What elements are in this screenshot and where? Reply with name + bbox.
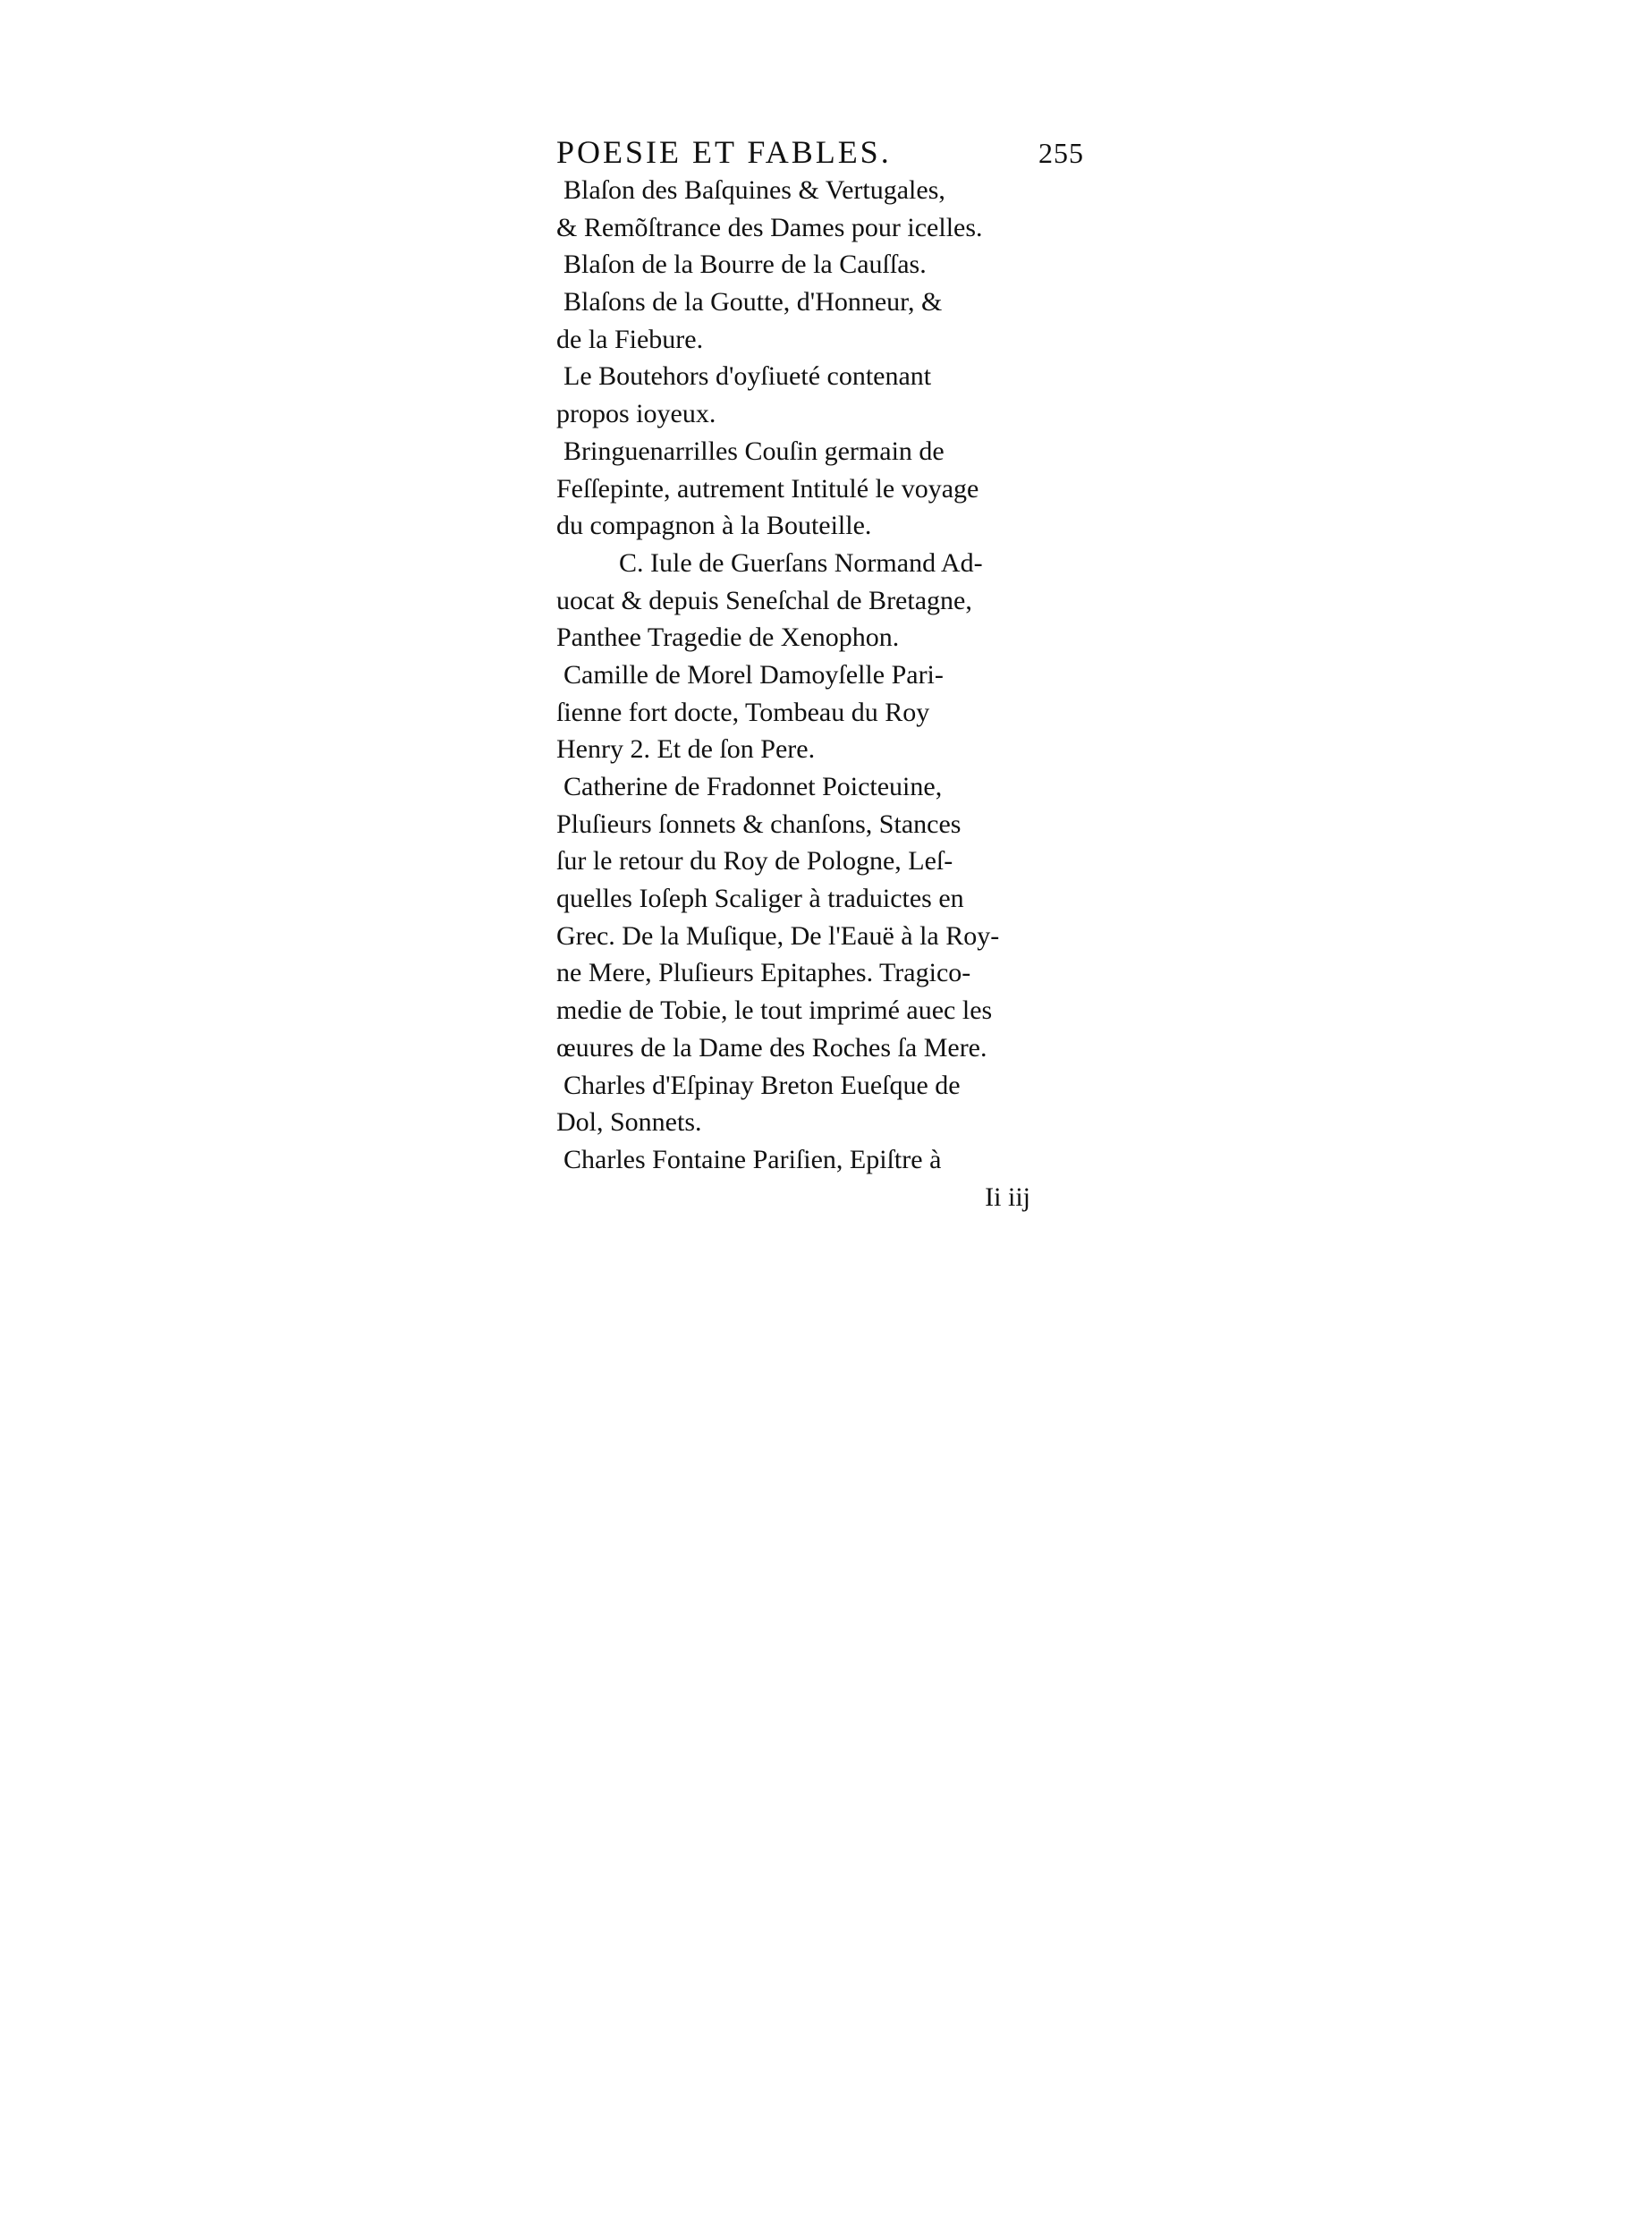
text-line: medie de Tobie, le tout imprimé auec les bbox=[556, 995, 993, 1026]
text-line: ne Mere, Pluſieurs Epitaphes. Tragico- bbox=[556, 958, 971, 988]
text-line: Charles Fontaine Pariſien, Epiſtre à bbox=[563, 1144, 942, 1174]
text-line: Blaſon de la Bourre de la Cauſſas. bbox=[563, 250, 927, 280]
text-line: Bringuenarrilles Couſin germain de bbox=[563, 436, 945, 466]
text-line: Pluſieurs ſonnets & chanſons, Stances bbox=[556, 809, 962, 839]
text-line: & Remõſtrance des Dames pour icelles. bbox=[556, 212, 983, 242]
text-line: Feſſepinte, autrement Intitulé le voyage bbox=[556, 473, 979, 504]
text-block bbox=[556, 132, 1084, 1215]
text-line: uocat & depuis Seneſchal de Bretagne, bbox=[556, 585, 972, 615]
text-line: Blaſons de la Goutte, d'Honneur, & bbox=[563, 287, 943, 318]
text-line: Panthee Tragedie de Xenophon. bbox=[556, 623, 900, 653]
page-number: 255 bbox=[1038, 137, 1084, 169]
running-head: POESIE ET FABLES. bbox=[556, 134, 892, 170]
text-line: œuures de la Dame des Roches ſa Mere. bbox=[556, 1032, 987, 1063]
text-line: Le Boutehors d'oyſiueté contenant bbox=[563, 361, 932, 392]
text-line: du compagnon à la Bouteille. bbox=[556, 511, 872, 541]
text-line: Dol, Sonnets. bbox=[556, 1107, 702, 1138]
text-line: ſienne fort docte, Tombeau du Roy bbox=[556, 697, 930, 727]
text-line: ſur le retour du Roy de Pologne, Leſ- bbox=[556, 846, 953, 877]
signature-mark: Ii iij bbox=[985, 1182, 1030, 1212]
text-line: Charles d'Eſpinay Breton Eueſque de bbox=[563, 1070, 961, 1100]
text-line: Camille de Morel Damoyſelle Pari- bbox=[563, 659, 944, 690]
text-line: Grec. De la Muſique, De l'Eauë à la Roy- bbox=[556, 920, 1000, 951]
text-line: C. Iule de Guerſans Normand Ad- bbox=[619, 547, 983, 578]
text-line: Henry 2. Et de ſon Pere. bbox=[556, 734, 816, 765]
text-line: de la Fiebure. bbox=[556, 324, 704, 354]
page-header bbox=[556, 132, 1084, 172]
text-line: Catherine de Fradonnet Poicteuine, bbox=[563, 772, 943, 801]
text-line: Blaſon des Baſquines & Vertugales, bbox=[563, 175, 945, 205]
text-line: propos ioyeux. bbox=[556, 399, 716, 429]
text-line: quelles Ioſeph Scaliger à traduictes en bbox=[556, 884, 964, 914]
